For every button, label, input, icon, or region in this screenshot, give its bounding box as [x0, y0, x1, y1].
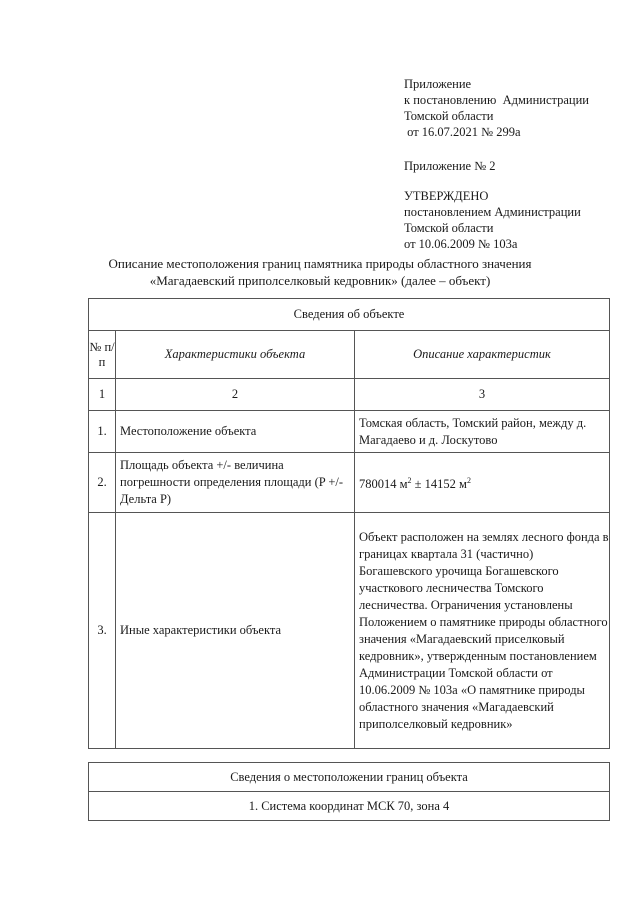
approved-label: УТВЕРЖДЕНО — [404, 189, 489, 203]
row-desc: Томская область, Томский район, между д. Магадаево и д. Лоскутово — [355, 411, 610, 453]
col-num-header: № п/п — [89, 331, 116, 379]
table-row — [89, 453, 610, 513]
location-header: Сведения о местоположении границ объекта — [89, 763, 610, 792]
location-info-table — [88, 762, 610, 821]
col-char-header — [116, 331, 355, 379]
row-desc: Объект расположен на землях лесного фонда в границах квартала 31 (частично) Богашевского урочища Богашевского участкового лесничества Томского лесничества. Ограничения установлены Положением о памятнике природы областного значения «Магадаевский приселковый кедровник», утвержденным постановлением Администрации Томской области от 10.06.2009 № 103а «О памятнике природы областного значения «Магадаевский приполселковый кедровник» — [355, 513, 610, 749]
row-char: Местоположение объекта — [116, 411, 355, 453]
area-unit-sup: 2 — [407, 475, 412, 485]
table-row — [89, 792, 610, 821]
col-desc-header — [355, 331, 610, 379]
area-value: 780014 м — [359, 477, 408, 492]
table-row — [89, 763, 610, 792]
approved-line: постановлением Администрации — [404, 205, 581, 219]
appendix-line: Томской области — [404, 109, 494, 123]
area-unit-sup: 2 — [466, 475, 471, 485]
appendix-line: от 16.07.2021 № 299а — [404, 125, 521, 139]
table-header-row — [89, 299, 610, 331]
approved-line: от 10.06.2009 № 103а — [404, 237, 518, 251]
index-cell: 1 — [89, 379, 116, 411]
col-desc-label: Описание характеристик — [413, 347, 551, 361]
index-row — [89, 379, 610, 411]
appendix-block — [404, 76, 589, 252]
column-headers-row — [89, 331, 610, 379]
table-header: Сведения об объекте — [89, 299, 610, 331]
row-num: 3. — [89, 513, 116, 749]
index-cell: 2 — [116, 379, 355, 411]
approved-line: Томской области — [404, 221, 494, 235]
title-line: «Магадаевский приполселковый кедровник» (далее – объект) — [149, 273, 491, 288]
area-error: ± 14152 м — [411, 477, 467, 492]
row-num: 1. — [89, 411, 116, 453]
table-row — [89, 513, 610, 749]
index-cell: 3 — [355, 379, 610, 411]
row-desc — [355, 453, 610, 513]
document-title — [0, 255, 640, 289]
title-line: Описание местоположения границ памятника природы областного значения — [108, 256, 532, 271]
coordinate-system: 1. Система координат МСК 70, зона 4 — [89, 792, 610, 821]
appendix-number: Приложение № 2 — [404, 159, 496, 173]
object-info-table — [88, 298, 610, 749]
col-char-label: Характеристики объекта — [164, 347, 306, 361]
row-char: Площадь объекта +/- величина погрешности определения площади (P +/- Дельта P) — [116, 453, 355, 513]
row-char: Иные характеристики объекта — [116, 513, 355, 749]
row-num: 2. — [89, 453, 116, 513]
table-row — [89, 411, 610, 453]
appendix-line: к постановлению Администрации — [404, 93, 589, 107]
appendix-line: Приложение — [404, 77, 472, 91]
